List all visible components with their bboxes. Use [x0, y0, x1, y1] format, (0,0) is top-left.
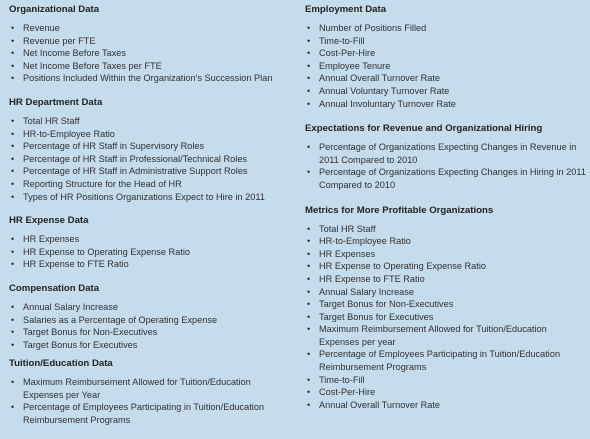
section-organizational-data: [9, 4, 292, 85]
list-item: • Annual Salary Increase: [305, 286, 587, 299]
bullet-list: [9, 301, 292, 351]
list-item: • Maximum Reimbursement Allowed for Tuition/Education Expenses per year: [305, 323, 587, 348]
bullet-list: [305, 141, 587, 191]
list-item: • Cost-Per-Hire: [305, 386, 587, 399]
list-item: • Revenue: [9, 22, 292, 35]
list-item: • Reporting Structure for the Head of HR: [9, 178, 292, 191]
section-tuition-education-data: [9, 358, 292, 426]
list-item: • Positions Included Within the Organization's Succession Plan: [9, 72, 292, 85]
list-item: • Annual Involuntary Turnover Rate: [305, 98, 587, 111]
list-item: • Employee Tenure: [305, 60, 587, 73]
section-title: HR Department Data: [9, 96, 103, 108]
list-item: • Target Bonus for Non-Executives: [305, 298, 587, 311]
left-column: [9, 4, 292, 439]
section-title: Compensation Data: [9, 282, 100, 294]
list-item: • Percentage of Organizations Expecting Changes in Revenue in 2011 Compared to 2010: [305, 141, 587, 166]
section-title: Metrics for More Profitable Organizations: [305, 204, 494, 216]
list-item: • Annual Salary Increase: [9, 301, 292, 314]
bullet-list: [9, 115, 292, 203]
section-title: Employment Data: [305, 4, 387, 15]
section-hr-expense-data: [9, 215, 292, 271]
bullet-list: [9, 233, 292, 271]
section-title: Organizational Data: [9, 4, 100, 15]
list-item: • Total HR Staff: [305, 223, 587, 236]
list-item: • Maximum Reimbursement Allowed for Tuition/Education Expenses per Year: [9, 376, 292, 401]
list-item: • Annual Overall Turnover Rate: [305, 399, 587, 412]
list-item: • Target Bonus for Non-Executives: [9, 326, 292, 339]
bullet-list: [9, 376, 292, 426]
list-item: • HR Expense to FTE Ratio: [9, 258, 292, 271]
bullet-list: [305, 223, 587, 412]
list-item: • Net Income Before Taxes: [9, 47, 292, 60]
list-item: • HR Expense to FTE Ratio: [305, 273, 587, 286]
list-item: • Number of Positions Filled: [305, 22, 587, 35]
list-item: • HR-to-Employee Ratio: [305, 235, 587, 248]
bullet-list: [9, 22, 292, 85]
list-item: • Salaries as a Percentage of Operating Expense: [9, 314, 292, 327]
list-item: • Revenue per FTE: [9, 35, 292, 48]
section-expectations-for-revenue-and-organizational-hiring: [305, 123, 587, 191]
list-item: • Percentage of Organizations Expecting Changes in Hiring in 2011 Compared to 2010: [305, 166, 587, 191]
section-compensation-data: [9, 283, 292, 351]
bullet-list: [305, 22, 587, 110]
section-hr-department-data: [9, 97, 292, 203]
list-item: • Net Income Before Taxes per FTE: [9, 60, 292, 73]
right-column: [305, 4, 587, 424]
list-item: • Time-to-Fill: [305, 35, 587, 48]
list-item: • Time-to-Fill: [305, 374, 587, 387]
list-item: • Percentage of HR Staff in Supervisory Roles: [9, 140, 292, 153]
list-item: • Annual Overall Turnover Rate: [305, 72, 587, 85]
list-item: • Percentage of HR Staff in Administrative Support Roles: [9, 165, 292, 178]
list-item: • Target Bonus for Executives: [305, 311, 587, 324]
list-item: • Percentage of Employees Participating in Tuition/Education Reimbursement Programs: [9, 401, 292, 426]
list-item: • Total HR Staff: [9, 115, 292, 128]
list-item: • Types of HR Positions Organizations Expect to Hire in 2011: [9, 191, 292, 204]
list-item: • Annual Voluntary Turnover Rate: [305, 85, 587, 98]
list-item: • HR-to-Employee Ratio: [9, 128, 292, 141]
list-item: • HR Expenses: [305, 248, 587, 261]
list-item: • HR Expenses: [9, 233, 292, 246]
list-item: • HR Expense to Operating Expense Ratio: [305, 260, 587, 273]
list-item: • Cost-Per-Hire: [305, 47, 587, 60]
section-title: Expectations for Revenue and Organizational Hiring: [305, 123, 543, 135]
section-metrics-for-more-profitable-organizations: [305, 205, 587, 412]
list-item: • Percentage of Employees Participating in Tuition/Education Reimbursement Programs: [305, 348, 587, 373]
list-item: • Percentage of HR Staff in Professional/Technical Roles: [9, 153, 292, 166]
section-title: HR Expense Data: [9, 215, 89, 227]
section-employment-data: [305, 4, 587, 110]
list-item: • HR Expense to Operating Expense Ratio: [9, 246, 292, 259]
section-title: Tuition/Education Data: [9, 358, 113, 370]
list-item: • Target Bonus for Executives: [9, 339, 292, 352]
